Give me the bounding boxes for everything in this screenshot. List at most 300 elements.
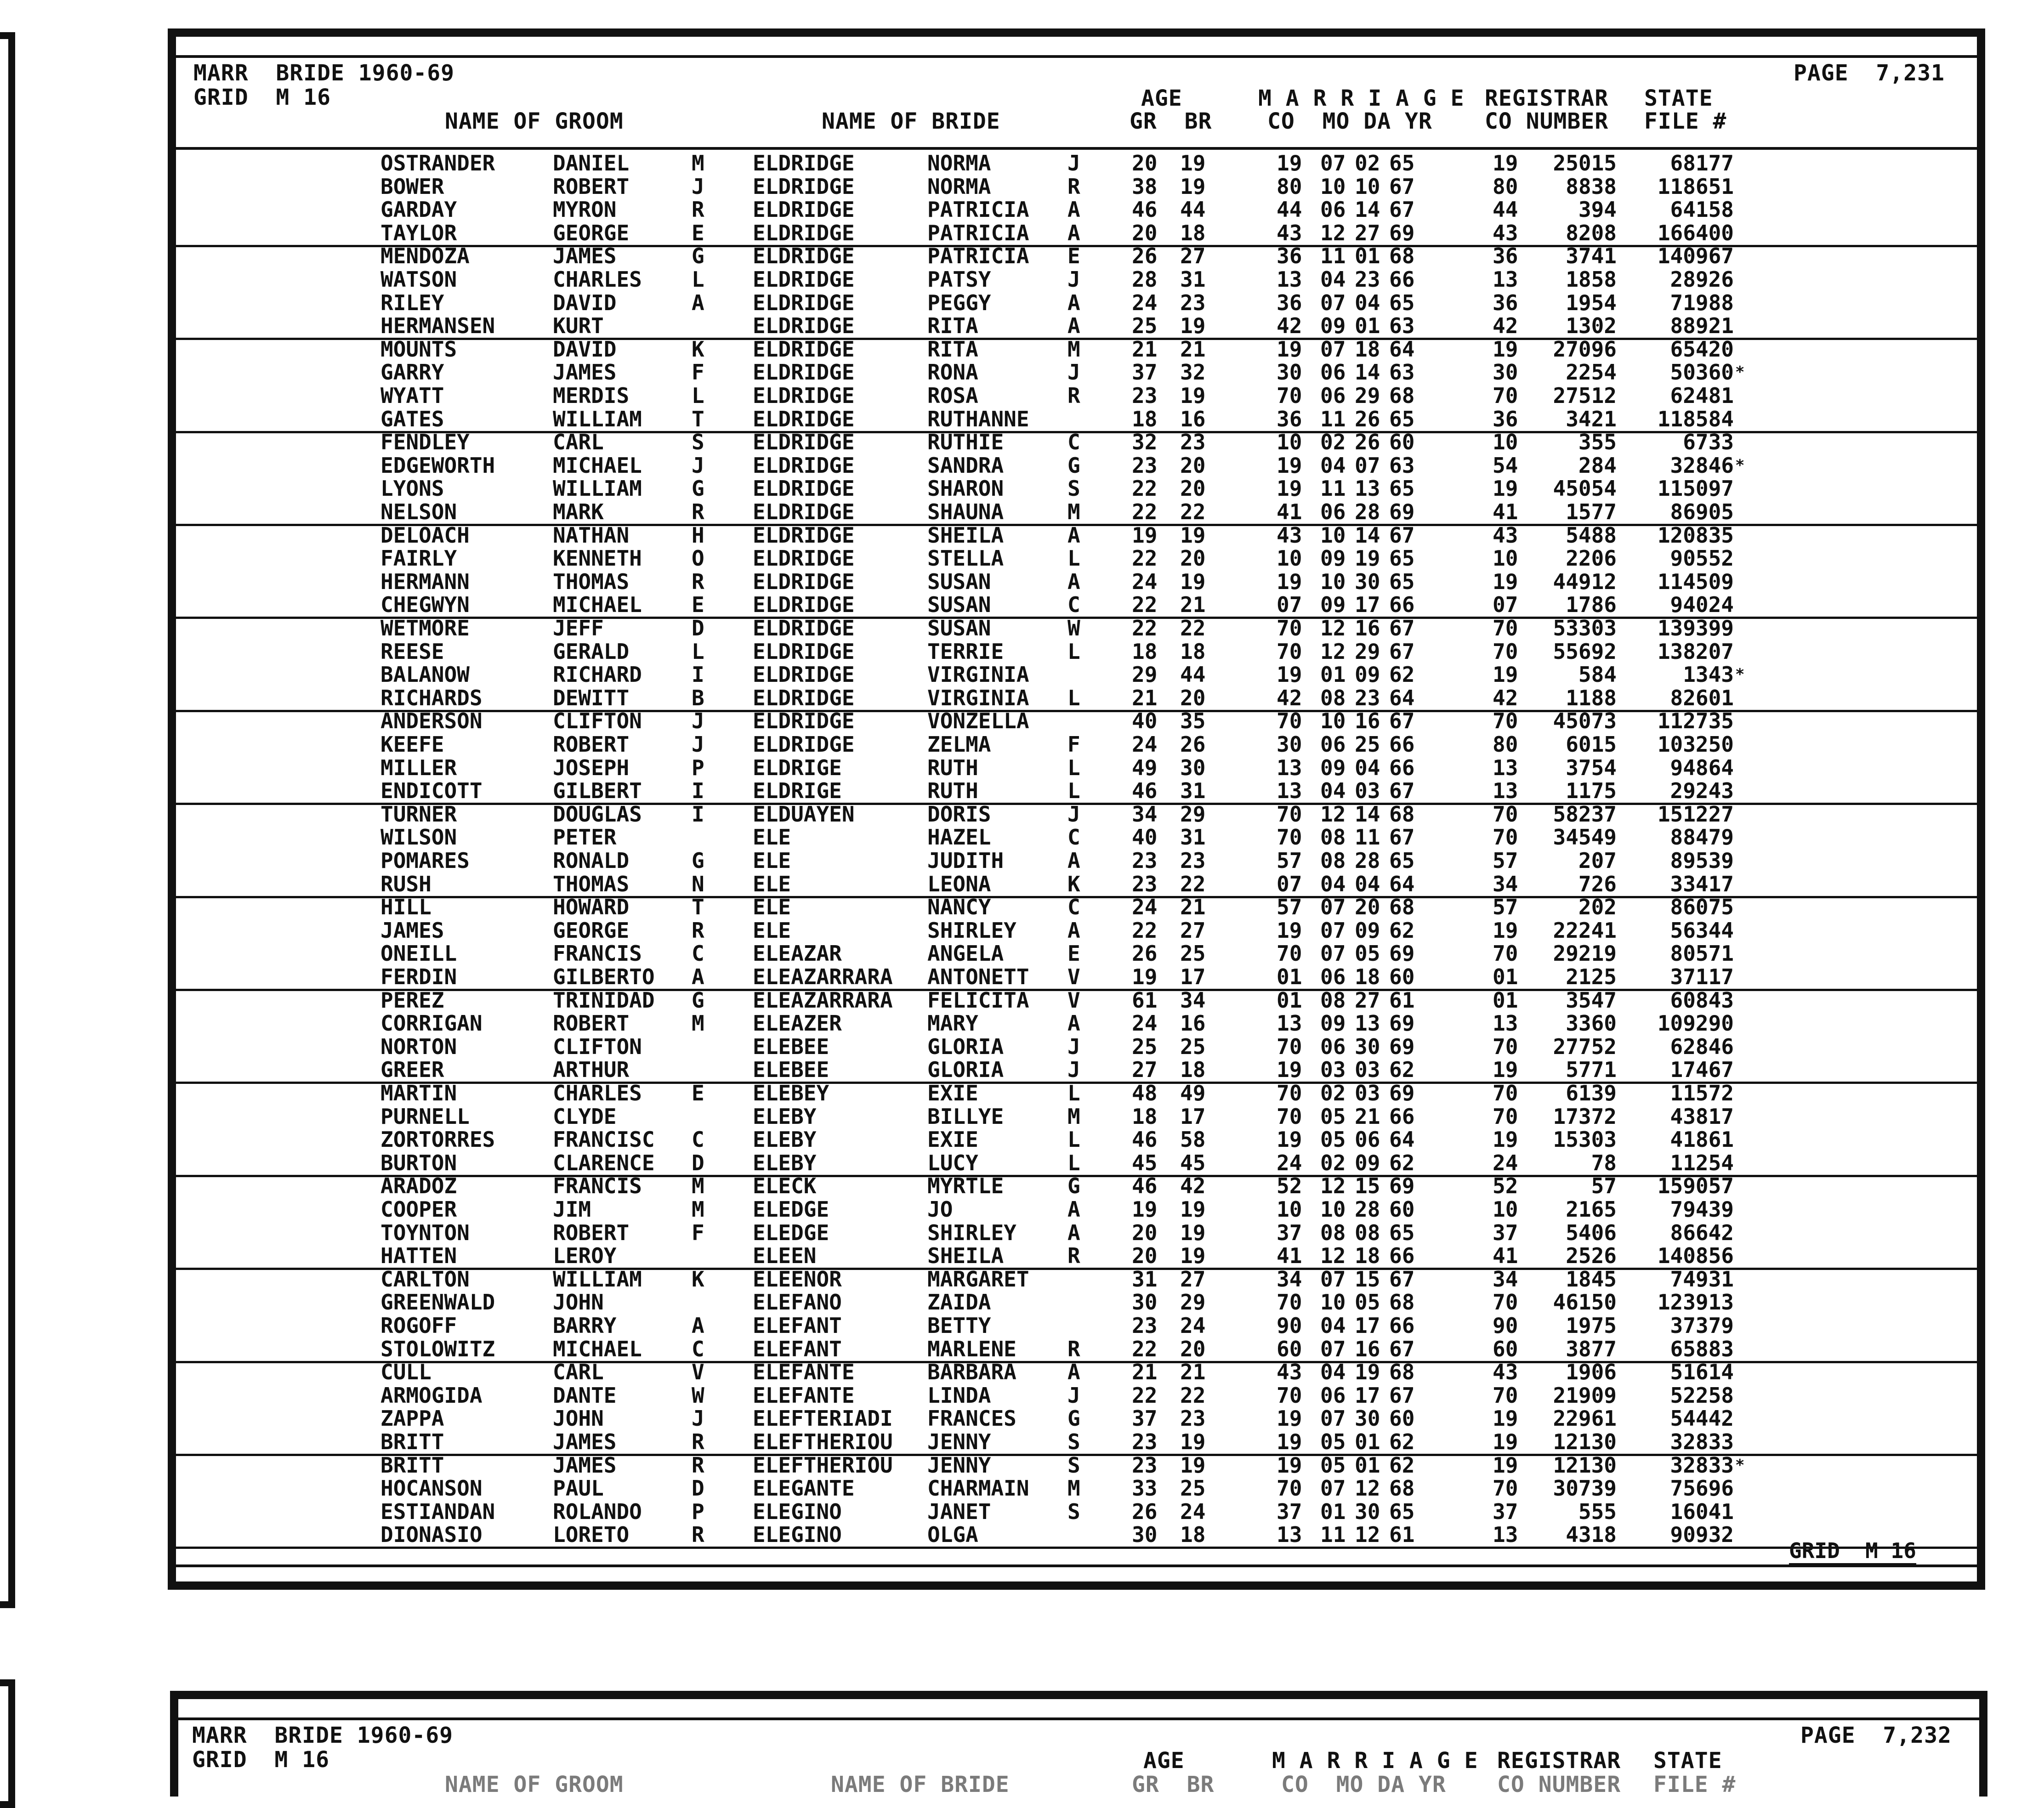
registrar-number: 29219 (1553, 941, 1617, 966)
marriage-day: 18 (1355, 336, 1380, 362)
marriage-year: 67 (1389, 197, 1415, 222)
groom-last-name: FENDLEY (380, 430, 470, 455)
marriage-year: 65 (1389, 151, 1415, 176)
header-state-sub: FILE # (1653, 1772, 1736, 1797)
groom-initial: G (692, 244, 704, 269)
marriage-county: 70 (1277, 941, 1302, 966)
bride-last-name: ELDRIDGE (753, 569, 855, 594)
bride-initial: J (1067, 1383, 1080, 1408)
groom-initial: A (692, 964, 704, 989)
state-file-number: 118584 (1657, 406, 1734, 431)
groom-initial: R (692, 197, 704, 222)
groom-last-name: WATSON (380, 267, 457, 292)
state-file-number: 123913 (1657, 1290, 1734, 1315)
bride-initial: M (1067, 1104, 1080, 1129)
record-row (176, 1198, 1977, 1221)
bride-initial: L (1067, 1081, 1080, 1105)
registrar-number: 2165 (1566, 1197, 1617, 1222)
registrar-number: 8208 (1566, 220, 1617, 245)
age-groom: 19 (1132, 1197, 1158, 1222)
marriage-year: 69 (1389, 941, 1415, 966)
registrar-number: 12130 (1553, 1429, 1617, 1454)
age-groom: 46 (1132, 778, 1158, 804)
marriage-county: 70 (1277, 825, 1302, 850)
marriage-day: 14 (1355, 360, 1380, 385)
state-file-number: 32846 (1670, 453, 1734, 478)
marriage-month: 04 (1320, 1360, 1346, 1385)
marriage-year: 60 (1389, 1197, 1415, 1222)
groom-last-name: OSTRANDER (380, 151, 495, 176)
groom-first-name: WILLIAM (553, 1266, 642, 1292)
bride-first-name: SHARON (927, 476, 1004, 501)
age-groom: 30 (1132, 1522, 1158, 1547)
marriage-day: 21 (1355, 1104, 1380, 1129)
register-page-1 (168, 28, 1985, 1590)
groom-initial: R (692, 569, 704, 594)
bride-initial: A (1067, 1360, 1080, 1385)
marriage-month: 04 (1320, 267, 1346, 292)
bride-last-name: ELDRIDGE (753, 220, 855, 245)
marriage-month: 05 (1320, 1452, 1346, 1478)
header-bottom-rule (176, 147, 1977, 150)
groom-first-name: JAMES (553, 360, 617, 385)
groom-first-name: WILLIAM (553, 406, 642, 431)
marriage-county: 10 (1277, 546, 1302, 571)
state-file-number: 166400 (1657, 220, 1734, 245)
bride-initial: A (1067, 1197, 1080, 1222)
registrar-county: 44 (1493, 197, 1518, 222)
age-groom: 25 (1132, 313, 1158, 339)
bride-first-name: JENNY (927, 1429, 991, 1454)
groom-initial: S (692, 430, 704, 455)
bride-first-name: CHARMAIN (927, 1476, 1029, 1501)
bride-initial: V (1067, 987, 1080, 1013)
registrar-county: 41 (1493, 1243, 1518, 1269)
age-bride: 19 (1180, 1429, 1206, 1454)
bride-last-name: ELDRIDGE (753, 639, 855, 664)
marriage-year: 66 (1389, 732, 1415, 757)
bride-first-name: RUTHANNE (927, 406, 1029, 431)
marriage-county: 70 (1277, 1034, 1302, 1059)
header-name-of-groom: NAME OF GROOM (445, 1772, 624, 1797)
groom-initial: O (692, 546, 704, 571)
state-file-number: 88479 (1670, 825, 1734, 850)
marriage-month: 12 (1320, 1173, 1346, 1199)
header-marriage: M A R R I A G E (1258, 85, 1465, 111)
bride-first-name: MARLENE (927, 1336, 1016, 1361)
record-row (176, 873, 1977, 898)
marriage-county: 57 (1277, 895, 1302, 920)
marriage-day: 02 (1355, 151, 1380, 176)
bride-initial: G (1067, 453, 1080, 478)
bride-first-name: ANGELA (927, 941, 1004, 966)
marriage-year: 65 (1389, 1220, 1415, 1245)
bride-first-name: RUTHIE (927, 430, 1004, 455)
registrar-county: 19 (1493, 1057, 1518, 1083)
age-groom: 22 (1132, 592, 1158, 618)
groom-first-name: ROBERT (553, 1220, 630, 1245)
bride-first-name: SHEILA (927, 1243, 1004, 1269)
registrar-number: 27752 (1553, 1034, 1617, 1059)
state-file-flag-mark: * (1735, 456, 1745, 475)
marriage-county: 52 (1277, 1173, 1302, 1199)
groom-first-name: THOMAS (553, 569, 630, 594)
registrar-county: 90 (1493, 1313, 1518, 1338)
marriage-year: 65 (1389, 848, 1415, 873)
groom-initial: T (692, 895, 704, 920)
groom-first-name: GEORGE (553, 918, 630, 943)
age-groom: 21 (1132, 685, 1158, 710)
marriage-day: 09 (1355, 1150, 1380, 1175)
marriage-day: 01 (1355, 1452, 1380, 1478)
bride-first-name: SUSAN (927, 616, 991, 640)
record-row (176, 733, 1977, 756)
groom-last-name: ZORTORRES (380, 1127, 495, 1152)
state-file-number: 112735 (1657, 708, 1734, 734)
bride-initial: A (1067, 220, 1080, 245)
record-row (176, 756, 1977, 780)
marriage-year: 62 (1389, 1452, 1415, 1478)
bride-last-name: ELEDGE (753, 1220, 829, 1245)
marriage-county: 19 (1277, 662, 1302, 687)
marriage-year: 65 (1389, 569, 1415, 594)
groom-initial: F (692, 360, 704, 385)
age-groom: 19 (1132, 522, 1158, 548)
state-file-number: 94864 (1670, 755, 1734, 780)
marriage-month: 09 (1320, 313, 1346, 339)
groom-first-name: ROBERT (553, 174, 630, 199)
registrar-number: 78 (1591, 1150, 1617, 1175)
state-file-number: 11254 (1670, 1150, 1734, 1175)
marriage-county: 13 (1277, 1522, 1302, 1547)
registrar-county: 19 (1493, 1429, 1518, 1454)
marriage-year: 64 (1389, 1127, 1415, 1152)
bride-first-name: LEONA (927, 871, 991, 896)
registrar-number: 284 (1578, 453, 1617, 478)
registrar-number: 1845 (1566, 1266, 1617, 1292)
marriage-month: 10 (1320, 569, 1346, 594)
registrar-number: 355 (1578, 430, 1617, 455)
state-file-number: 52258 (1670, 1383, 1734, 1408)
groom-first-name: JAMES (553, 1429, 617, 1454)
state-file-number: 43817 (1670, 1104, 1734, 1129)
age-bride: 49 (1180, 1081, 1206, 1105)
groom-first-name: LORETO (553, 1522, 630, 1547)
groom-first-name: JOSEPH (553, 755, 630, 780)
registrar-number: 17372 (1553, 1104, 1617, 1129)
bride-first-name: SHIRLEY (927, 1220, 1016, 1245)
registrar-number: 44912 (1553, 569, 1617, 594)
registrar-county: 19 (1493, 151, 1518, 176)
bride-initial: M (1067, 499, 1080, 524)
age-bride: 35 (1180, 708, 1206, 734)
registrar-number: 3754 (1566, 755, 1617, 780)
record-row (176, 1500, 1977, 1524)
state-file-number: 6733 (1683, 430, 1734, 455)
groom-initial: C (692, 1127, 704, 1152)
groom-first-name: CHARLES (553, 1081, 642, 1105)
marriage-year: 69 (1389, 220, 1415, 245)
marriage-county: 19 (1277, 336, 1302, 362)
groom-last-name: ROGOFF (380, 1313, 457, 1338)
groom-last-name: RILEY (380, 290, 444, 315)
record-row (176, 384, 1977, 408)
header-registrar: REGISTRAR (1497, 1748, 1621, 1774)
bride-first-name: SUSAN (927, 569, 991, 594)
footer-rule (176, 1564, 1977, 1567)
groom-first-name: KENNETH (553, 546, 642, 571)
groom-last-name: BURTON (380, 1150, 457, 1175)
bride-last-name: ELDRIDGE (753, 546, 855, 571)
registrar-number: 34549 (1553, 825, 1617, 850)
bride-last-name: ELDRIDGE (753, 499, 855, 524)
bride-initial: R (1067, 1243, 1080, 1269)
marriage-month: 06 (1320, 1383, 1346, 1408)
age-groom: 22 (1132, 546, 1158, 571)
state-file-number: 140856 (1657, 1243, 1734, 1269)
marriage-month: 04 (1320, 1313, 1346, 1338)
bride-first-name: ROSA (927, 383, 978, 408)
marriage-county: 43 (1277, 1360, 1302, 1385)
marriage-county: 70 (1277, 383, 1302, 408)
marriage-year: 67 (1389, 1336, 1415, 1361)
age-groom: 30 (1132, 1290, 1158, 1315)
groom-initial: J (692, 453, 704, 478)
age-bride: 24 (1180, 1499, 1206, 1524)
registrar-county: 13 (1493, 1522, 1518, 1547)
bride-initial: J (1067, 1057, 1080, 1083)
state-file-number: 60843 (1670, 987, 1734, 1013)
marriage-county: 30 (1277, 360, 1302, 385)
groom-first-name: JOHN (553, 1406, 604, 1431)
bride-last-name: ELDRIDGE (753, 360, 855, 385)
marriage-month: 07 (1320, 1266, 1346, 1292)
marriage-day: 18 (1355, 1243, 1380, 1269)
groom-last-name: GREENWALD (380, 1290, 495, 1315)
marriage-day: 28 (1355, 499, 1380, 524)
state-file-number: 33417 (1670, 871, 1734, 896)
marriage-county: 30 (1277, 732, 1302, 757)
marriage-day: 15 (1355, 1266, 1380, 1292)
marriage-county: 43 (1277, 220, 1302, 245)
marriage-county: 36 (1277, 406, 1302, 431)
groom-initial: M (692, 1011, 704, 1036)
bride-initial: C (1067, 592, 1080, 618)
bride-last-name: ELDRIDGE (753, 616, 855, 640)
registrar-number: 1302 (1566, 313, 1617, 339)
record-row (176, 314, 1977, 340)
age-bride: 23 (1180, 1406, 1206, 1431)
bride-initial: A (1067, 522, 1080, 548)
bride-last-name: ELDRIDGE (753, 685, 855, 710)
marriage-year: 60 (1389, 964, 1415, 989)
marriage-day: 16 (1355, 616, 1380, 640)
state-file-number: 41861 (1670, 1127, 1734, 1152)
bride-first-name: FELICITA (927, 987, 1029, 1013)
marriage-year: 67 (1389, 616, 1415, 640)
registrar-number: 1175 (1566, 778, 1617, 804)
groom-initial: A (692, 290, 704, 315)
marriage-day: 19 (1355, 1360, 1380, 1385)
age-groom: 22 (1132, 499, 1158, 524)
record-row (176, 338, 1977, 361)
bride-last-name: ELDRIDGE (753, 174, 855, 199)
bride-last-name: ELDRIDGE (753, 522, 855, 548)
registrar-number: 1906 (1566, 1360, 1617, 1385)
marriage-county: 10 (1277, 430, 1302, 455)
marriage-year: 62 (1389, 918, 1415, 943)
age-groom: 23 (1132, 453, 1158, 478)
groom-last-name: TOYNTON (380, 1220, 470, 1245)
groom-first-name: JAMES (553, 1452, 617, 1478)
state-file-number: 62846 (1670, 1034, 1734, 1059)
marriage-year: 62 (1389, 1150, 1415, 1175)
marriage-month: 09 (1320, 546, 1346, 571)
bride-first-name: SANDRA (927, 453, 1004, 478)
groom-first-name: GILBERT (553, 778, 642, 804)
state-file-number: 32833 (1670, 1452, 1734, 1478)
registrar-county: 19 (1493, 1406, 1518, 1431)
registrar-county: 43 (1493, 522, 1518, 548)
record-row (176, 570, 1977, 594)
marriage-month: 02 (1320, 1150, 1346, 1175)
groom-first-name: GILBERTO (553, 964, 655, 989)
groom-initial: R (692, 1522, 704, 1547)
groom-last-name: EDGEWORTH (380, 453, 495, 478)
bride-first-name: MARGARET (927, 1266, 1029, 1292)
bride-first-name: VIRGINIA (927, 685, 1029, 710)
marriage-county: 07 (1277, 871, 1302, 896)
registrar-county: 19 (1493, 662, 1518, 687)
registrar-number: 1954 (1566, 290, 1617, 315)
marriage-year: 65 (1389, 476, 1415, 501)
groom-initial: J (692, 732, 704, 757)
groom-initial: R (692, 918, 704, 943)
marriage-month: 08 (1320, 987, 1346, 1013)
age-groom: 23 (1132, 1313, 1158, 1338)
marriage-year: 69 (1389, 1034, 1415, 1059)
marriage-year: 65 (1389, 290, 1415, 315)
age-bride: 20 (1180, 476, 1206, 501)
bride-initial: A (1067, 918, 1080, 943)
registrar-county: 54 (1493, 453, 1518, 478)
groom-first-name: MICHAEL (553, 592, 642, 618)
bride-initial: C (1067, 895, 1080, 920)
marriage-day: 03 (1355, 1081, 1380, 1105)
marriage-year: 63 (1389, 360, 1415, 385)
groom-first-name: TRINIDAD (553, 987, 655, 1013)
bride-first-name: NORMA (927, 174, 991, 199)
marriage-month: 11 (1320, 476, 1346, 501)
marriage-year: 64 (1389, 336, 1415, 362)
state-file-number: 65420 (1670, 336, 1734, 362)
record-row (176, 779, 1977, 805)
registrar-number: 3360 (1566, 1011, 1617, 1036)
groom-initial: F (692, 1220, 704, 1245)
state-file-number: 151227 (1657, 801, 1734, 827)
marriage-county: 42 (1277, 685, 1302, 710)
marriage-month: 04 (1320, 871, 1346, 896)
bride-last-name: ELDRIDGE (753, 290, 855, 315)
header-rule (176, 55, 1977, 58)
age-bride: 25 (1180, 1034, 1206, 1059)
record-row (176, 152, 1977, 175)
groom-first-name: DANIEL (553, 151, 630, 176)
bride-first-name: LUCY (927, 1150, 978, 1175)
registrar-number: 1975 (1566, 1313, 1617, 1338)
marriage-year: 66 (1389, 1313, 1415, 1338)
record-row (176, 709, 1977, 733)
age-groom: 20 (1132, 220, 1158, 245)
state-file-number: 118651 (1657, 174, 1734, 199)
age-bride: 17 (1180, 964, 1206, 989)
registrar-county: 13 (1493, 778, 1518, 804)
groom-initial: E (692, 592, 704, 618)
marriage-county: 01 (1277, 987, 1302, 1013)
groom-last-name: HERMANSEN (380, 313, 495, 339)
groom-last-name: ZAPPA (380, 1406, 444, 1431)
groom-last-name: PEREZ (380, 987, 444, 1013)
state-file-number: 86642 (1670, 1220, 1734, 1245)
age-groom: 48 (1132, 1081, 1158, 1105)
registrar-number: 6139 (1566, 1081, 1617, 1105)
groom-last-name: CARLTON (380, 1266, 470, 1292)
registrar-number: 12130 (1553, 1452, 1617, 1478)
age-bride: 29 (1180, 1290, 1206, 1315)
marriage-day: 07 (1355, 453, 1380, 478)
groom-last-name: HERMANN (380, 569, 470, 594)
state-file-number: 86075 (1670, 895, 1734, 920)
registrar-number: 55692 (1553, 639, 1617, 664)
marriage-month: 06 (1320, 360, 1346, 385)
record-row (176, 1523, 1977, 1549)
marriage-day: 30 (1355, 1406, 1380, 1431)
marriage-day: 14 (1355, 801, 1380, 827)
age-groom: 46 (1132, 1173, 1158, 1199)
registrar-number: 27512 (1553, 383, 1617, 408)
groom-initial: N (692, 871, 704, 896)
record-row (176, 663, 1977, 686)
groom-last-name: ENDICOTT (380, 778, 483, 804)
groom-last-name: HOCANSON (380, 1476, 483, 1501)
registrar-county: 36 (1493, 290, 1518, 315)
registrar-county: 57 (1493, 895, 1518, 920)
groom-initial: M (692, 1173, 704, 1199)
groom-first-name: NATHAN (553, 522, 630, 548)
groom-initial: D (692, 1150, 704, 1175)
marriage-county: 19 (1277, 1452, 1302, 1478)
header-name-of-groom: NAME OF GROOM (445, 108, 624, 134)
groom-initial: J (692, 174, 704, 199)
registrar-county: 42 (1493, 685, 1518, 710)
groom-last-name: CHEGWYN (380, 592, 470, 618)
registrar-county: 70 (1493, 1081, 1518, 1105)
groom-last-name: MARTIN (380, 1081, 457, 1105)
age-groom: 61 (1132, 987, 1158, 1013)
marriage-day: 30 (1355, 1499, 1380, 1524)
marriage-month: 07 (1320, 918, 1346, 943)
state-file-number: 54442 (1670, 1406, 1734, 1431)
marriage-month: 12 (1320, 801, 1346, 827)
marriage-month: 12 (1320, 220, 1346, 245)
marriage-day: 17 (1355, 592, 1380, 618)
bride-last-name: ELEBY (753, 1150, 817, 1175)
groom-initial: D (692, 616, 704, 640)
groom-last-name: NELSON (380, 499, 457, 524)
state-file-number: 56344 (1670, 918, 1734, 943)
groom-last-name: ESTIANDAN (380, 1499, 495, 1524)
bride-first-name: DORIS (927, 801, 991, 827)
